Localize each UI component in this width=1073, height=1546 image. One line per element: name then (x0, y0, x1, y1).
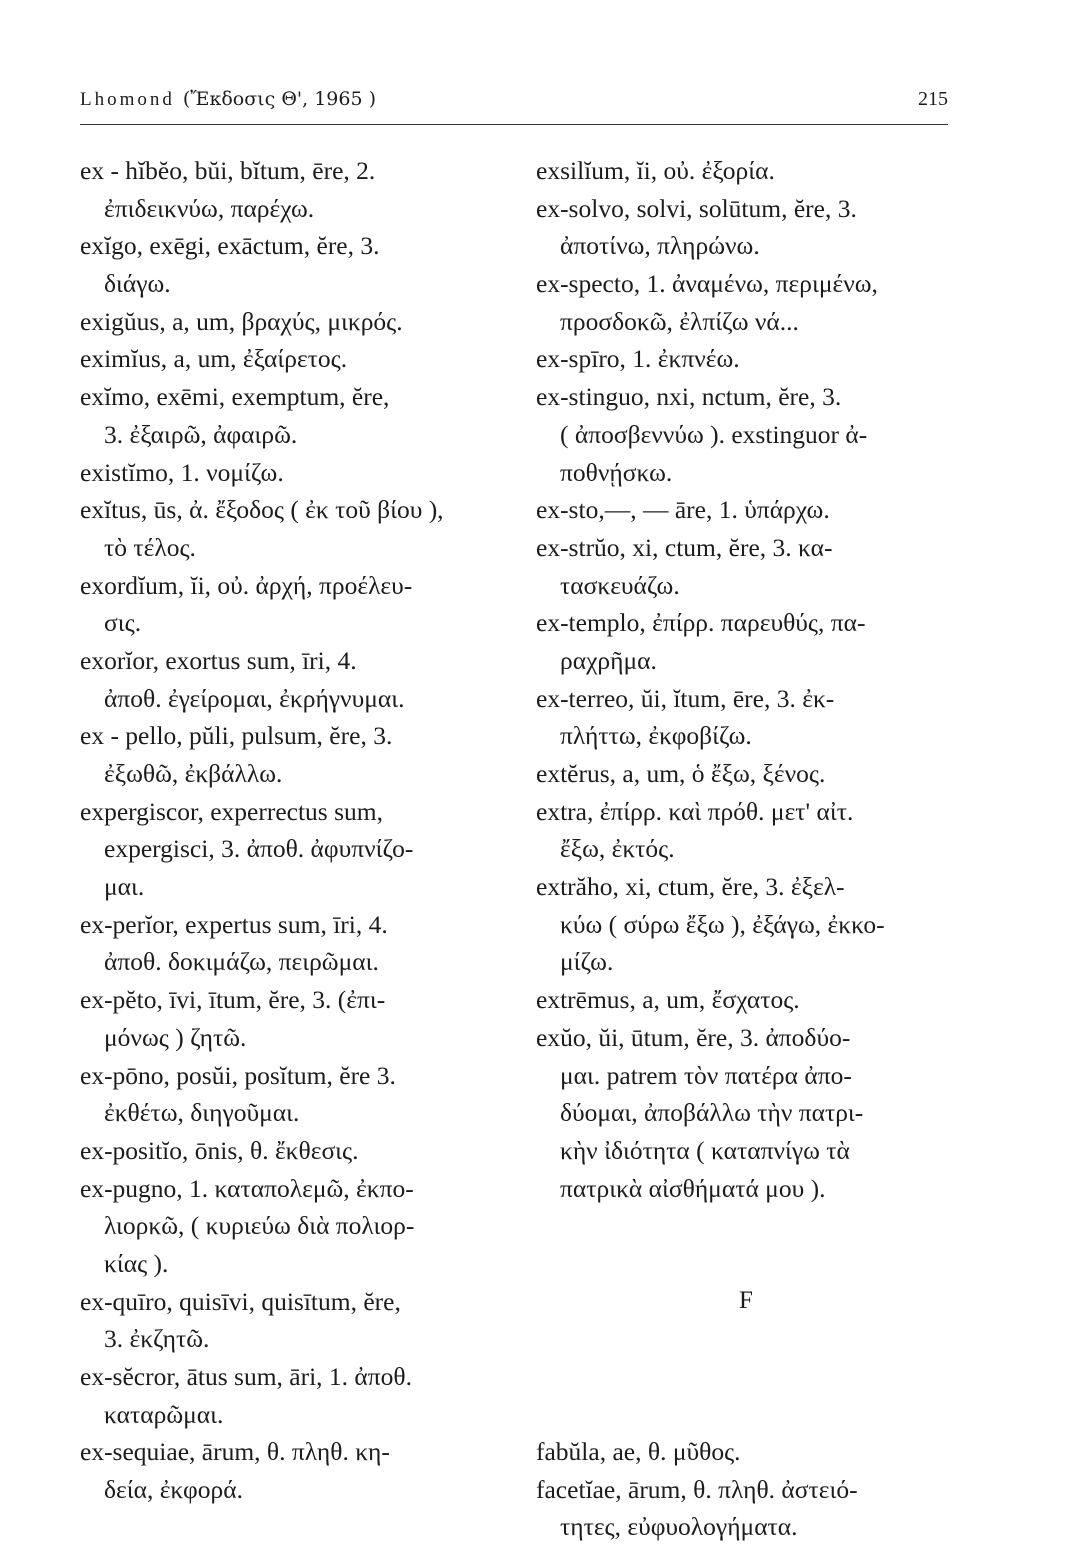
dictionary-entry (80, 981, 510, 1056)
entry-headword-line: ex - pello, pŭli, pulsum, ĕre, 3. (80, 721, 393, 751)
header-edition: (Ἔκδοσις Θ', 1965 ) (182, 88, 376, 110)
entry-continuation-line: ἀποτίνω, πληρώνω. (560, 231, 760, 261)
entry-continuation-line: ἔξω, ἐκτός. (560, 834, 675, 864)
entry-headword-line: exordĭum, ĭi, οὐ. ἀρχή, προέλευ- (80, 570, 413, 600)
dictionary-entry (536, 1471, 956, 1546)
entry-headword-line: extrēmus, a, um, ἔσχατος. (536, 985, 800, 1015)
entry-continuation-line: 3. ἐξαιρῶ, ἀφαιρῶ. (104, 419, 298, 449)
entry-headword-line: ex-spīro, 1. ἐκπνέω. (536, 344, 740, 374)
header-left (80, 88, 376, 111)
entry-continuation-line: ραχρῆμα. (560, 645, 657, 675)
dictionary-entry (536, 152, 956, 190)
entry-continuation-line: λιορκῶ, ( κυριεύω διὰ πολιορ- (104, 1211, 415, 1241)
dictionary-entry (536, 529, 956, 604)
dictionary-entry (536, 378, 956, 491)
entry-headword-line: ex-stinguo, nxi, nctum, ĕre, 3. (536, 382, 842, 412)
entry-headword-line: ex-pĕto, īvi, ītum, ĕre, 3. (ἐπι- (80, 985, 386, 1015)
dictionary-entry (80, 1057, 510, 1132)
dictionary-entry (536, 680, 956, 755)
dictionary-entry (80, 717, 510, 792)
dictionary-entry (80, 1433, 510, 1508)
dictionary-entry (536, 340, 956, 378)
entry-headword-line: ex-sto,—, — āre, 1. ὑπάρχω. (536, 495, 830, 525)
dictionary-entry (536, 981, 956, 1019)
entry-headword-line: ex-pōno, posŭi, posĭtum, ĕre 3. (80, 1060, 396, 1090)
page-number: 215 (918, 88, 948, 110)
entry-continuation-line: κίας ). (104, 1248, 169, 1278)
entry-continuation-line: ( ἀποσβεννύω ). exstinguor ἀ- (560, 419, 868, 449)
dictionary-entry (80, 906, 510, 981)
entry-continuation-line: ἐξωθῶ, ἐκβάλλω. (104, 759, 283, 788)
dictionary-entry (80, 378, 510, 453)
entry-headword-line: ex-terreo, ŭi, ĭtum, ēre, 3. ἐκ- (536, 683, 835, 713)
entry-continuation-line: πατρικὰ αἰσθήματά μου ). (560, 1173, 826, 1203)
dictionary-entry (80, 491, 510, 566)
entry-continuation-line: μαι. patrem τὸν πατέρα ἀπο- (560, 1060, 852, 1090)
dictionary-entry (536, 868, 956, 981)
entry-headword-line: facetĭae, ārum, θ. πληθ. ἀστειό- (536, 1474, 858, 1504)
entry-headword-line: exĭtus, ūs, ἀ. ἔξοδος ( ἐκ τοῦ βίου ), (80, 495, 444, 525)
dictionary-entry (80, 340, 510, 378)
section-letter: F (739, 1287, 753, 1315)
entry-continuation-line: μόνως ) ζητῶ. (104, 1022, 247, 1052)
entry-headword-line: ex-solvo, solvi, solūtum, ĕre, 3. (536, 193, 857, 223)
dictionary-entry (536, 265, 956, 340)
right-column-entries (536, 152, 956, 1207)
dictionary-entry (536, 190, 956, 265)
dictionary-entry (536, 604, 956, 679)
dictionary-entry (536, 1019, 956, 1207)
entry-continuation-line: διάγω. (104, 269, 171, 299)
entry-headword-line: fabŭla, ae, θ. μῦθος. (536, 1436, 741, 1466)
dictionary-entry (80, 642, 510, 717)
header-title: Lhomond (80, 89, 175, 110)
entry-continuation-line: μίζω. (560, 947, 614, 977)
entry-headword-line: exŭo, ŭi, ūtum, ĕre, 3. ἀποδύο- (536, 1022, 851, 1052)
entry-continuation-line: πλήττω, ἐκφοβίζω. (560, 721, 752, 751)
entry-headword-line: extĕrus, a, um, ὁ ἔξω, ξένος. (536, 759, 826, 788)
entry-headword-line: existĭmo, 1. νομίζω. (80, 457, 284, 487)
entry-continuation-line: κύω ( σύρω ἔξω ), ἐξάγω, ἐκκο- (560, 909, 885, 939)
dictionary-entry (80, 227, 510, 302)
dictionary-entry (80, 1132, 510, 1170)
entry-headword-line: ex-specto, 1. ἀναμένω, περιμένω, (536, 269, 878, 299)
entry-continuation-line: expergisci, 3. ἀποθ. ἀφυπνίζο- (104, 834, 414, 864)
entry-headword-line: exorĭor, exortus sum, īri, 4. (80, 645, 357, 675)
entry-headword-line: expergiscor, experrectus sum, (80, 796, 383, 826)
dictionary-entry (80, 152, 510, 227)
entry-continuation-line: τὸ τέλος. (104, 532, 196, 562)
dictionary-entry (80, 1358, 510, 1433)
dictionary-entry (80, 793, 510, 906)
entry-continuation-line: καταρῶμαι. (104, 1399, 224, 1429)
dictionary-entry (80, 567, 510, 642)
dictionary-entry (536, 491, 956, 529)
entry-headword-line: ex - hĭbĕo, bŭi, bĭtum, ēre, 2. (80, 156, 376, 185)
entry-continuation-line: κὴν ἰδιότητα ( καταπνίγω τὰ (560, 1135, 850, 1165)
entry-continuation-line: 3. ἐκζητῶ. (104, 1324, 210, 1354)
left-column (80, 152, 510, 1509)
entry-headword-line: exĭgo, exēgi, exāctum, ĕre, 3. (80, 231, 380, 261)
dictionary-entry (80, 1283, 510, 1358)
entry-continuation-line: προσδοκῶ, ἐλπίζω νά... (560, 306, 799, 336)
entry-headword-line: ex-sĕcror, ātus sum, āri, 1. ἀποθ. (80, 1362, 413, 1391)
entry-headword-line: ex-perĭor, expertus sum, īri, 4. (80, 909, 388, 939)
entry-continuation-line: μαι. (104, 872, 145, 902)
entry-headword-line: exĭmo, exēmi, exemptum, ĕre, (80, 382, 390, 412)
dictionary-entry (80, 303, 510, 341)
header-rule (80, 124, 948, 125)
entry-headword-line: ex-strŭo, xi, ctum, ĕre, 3. κα- (536, 532, 833, 562)
dictionary-entry (536, 1433, 956, 1471)
entry-continuation-line: τασκευάζω. (560, 570, 680, 600)
entry-headword-line: extra, ἐπίρρ. καὶ πρόθ. μετ' αἰτ. (536, 796, 854, 826)
right-column (536, 152, 956, 1546)
entry-headword-line: ex-quīro, quisīvi, quisītum, ĕre, (80, 1286, 401, 1316)
entry-headword-line: extrăho, xi, ctum, ĕre, 3. ἐξελ- (536, 872, 845, 902)
entry-continuation-line: σις. (104, 608, 142, 638)
entry-continuation-line: δύομαι, ἀποβάλλω τὴν πατρι- (560, 1098, 864, 1128)
dictionary-entry (80, 454, 510, 492)
dictionary-entry (536, 755, 956, 793)
entry-headword-line: exigŭus, a, um, βραχύς, μικρός. (80, 306, 403, 336)
entry-headword-line: ex-pugno, 1. καταπολεμῶ, ἐκπο- (80, 1173, 414, 1203)
entry-headword-line: ex-templo, ἐπίρρ. παρευθύς, πα- (536, 608, 866, 638)
entry-continuation-line: ἀποθ. δοκιμάζω, πειρῶμαι. (104, 947, 379, 977)
running-header (80, 88, 948, 111)
entry-headword-line: eximĭus, a, um, ἐξαίρετος. (80, 344, 348, 374)
entry-continuation-line: τητες, εὐφυολογήματα. (560, 1512, 798, 1542)
entry-headword-line: exsilĭum, ĭi, οὐ. ἐξορία. (536, 156, 775, 185)
entry-continuation-line: ποθνῄσκω. (560, 457, 673, 487)
dictionary-entry (536, 793, 956, 868)
entry-headword-line: ex-positĭo, ōnis, θ. ἔκθεσις. (80, 1135, 359, 1165)
entry-continuation-line: δεία, ἐκφορά. (104, 1475, 243, 1505)
entry-continuation-line: ἐπιδεικνύω, παρέχω. (104, 193, 315, 223)
entry-continuation-line: ἐκθέτω, διηγοῦμαι. (104, 1098, 300, 1128)
dictionary-entry (80, 1170, 510, 1283)
entry-continuation-line: ἀποθ. ἐγείρομαι, ἐκρήγνυμαι. (104, 683, 405, 713)
right-column-entries-f (536, 1433, 956, 1546)
entry-headword-line: ex-sequiae, ārum, θ. πληθ. κη- (80, 1437, 390, 1467)
